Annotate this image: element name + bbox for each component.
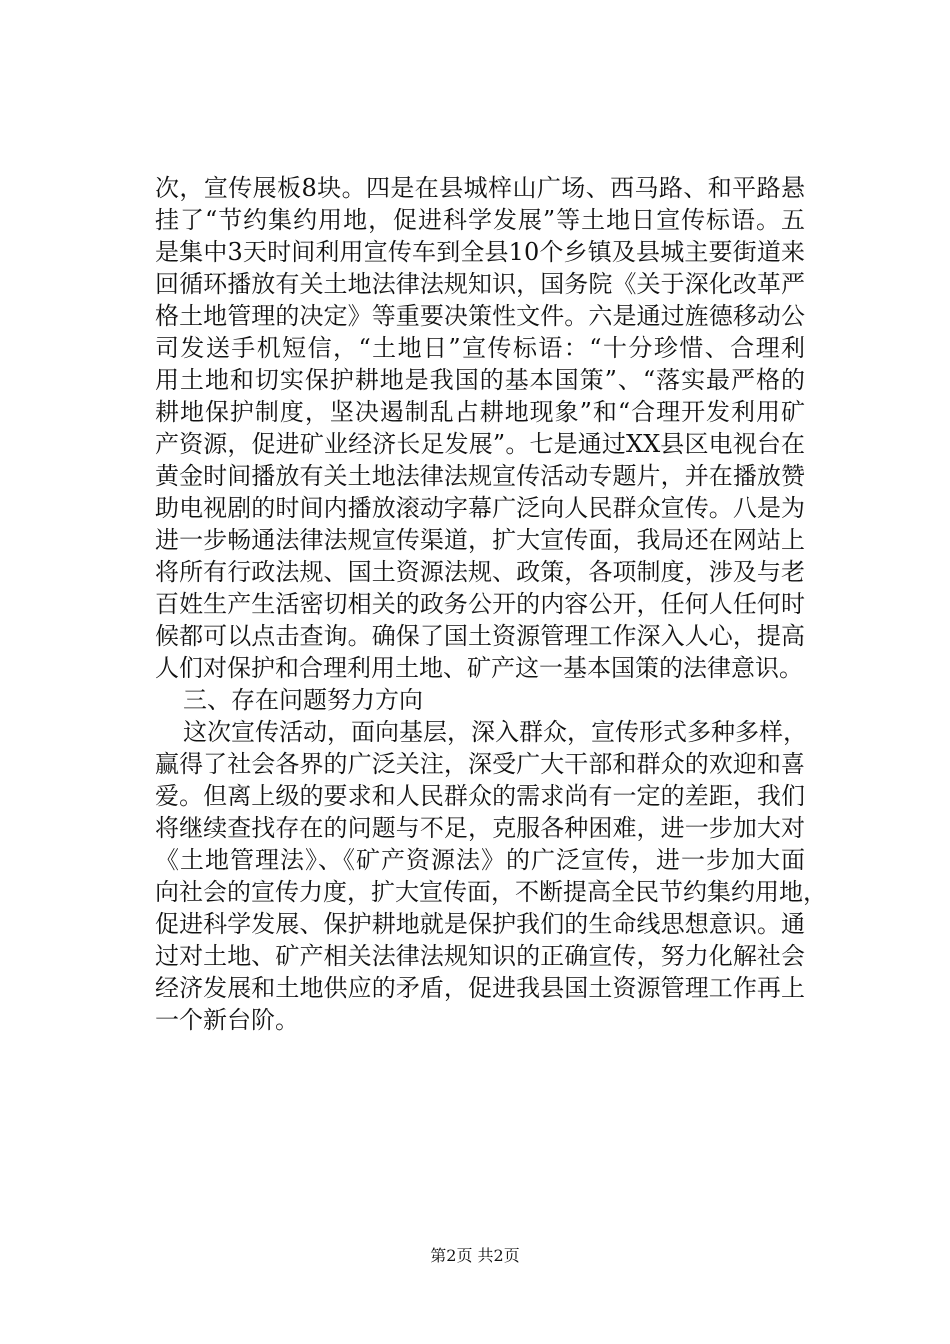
text-line: 次，宣传展板8块。四是在县城梓山广场、西马路、和平路悬 (155, 174, 805, 202)
text-line: 经济发展和土地供应的矛盾，促进我县国土资源管理工作再上 (155, 974, 805, 1002)
text-line: 司发送手机短信，“土地日”宣传标语：“十分珍惜、合理利 (155, 334, 805, 362)
text-line: 促进科学发展、保护耕地就是保护我们的生命线思想意识。通 (155, 910, 805, 938)
text-line: 赢得了社会各界的广泛关注，深受广大干部和群众的欢迎和喜 (155, 750, 805, 778)
text-line: 候都可以点击查询。确保了国土资源管理工作深入人心，提高 (155, 622, 805, 650)
text-line: 将继续查找存在的问题与不足，克服各种困难，进一步加大对 (155, 814, 805, 842)
text-line: 人们对保护和合理利用土地、矿产这一基本国策的法律意识。 (155, 654, 803, 682)
text-line: 挂了“节约集约用地，促进科学发展”等土地日宣传标语。五 (155, 206, 805, 234)
text-line: 将所有行政法规、国土资源法规、政策，各项制度，涉及与老 (155, 558, 805, 586)
text-line: 用土地和切实保护耕地是我国的基本国策”、“落实最严格的 (155, 366, 805, 394)
text-line: 耕地保护制度，坚决遏制乱占耕地现象”和“合理开发利用矿 (155, 398, 805, 426)
paragraph-2-continued (155, 748, 827, 1036)
text-line: 黄金时间播放有关土地法律法规宣传活动专题片，并在播放赞 (155, 462, 805, 490)
text-line: 《土地管理法》、《矿产资源法》的广泛宣传，进一步加大面 (155, 846, 805, 874)
text-line: 产资源，促进矿业经济长足发展”。七是通过XX县区电视台在 (155, 430, 805, 458)
text-line: 百姓生产生活密切相关的政务公开的内容公开，任何人任何时 (155, 590, 805, 618)
page-number-footer: 第2页 共2页 (430, 1246, 520, 1265)
text-line: 格土地管理的决定》等重要决策性文件。六是通过旌德移动公 (155, 302, 805, 330)
paragraph-2 (155, 716, 805, 748)
text-line: 进一步畅通法律法规宣传渠道，扩大宣传面，我局还在网站上 (155, 526, 805, 554)
section-heading: 三、存在问题努力方向 (183, 686, 423, 714)
text-line: 过对土地、矿产相关法律法规知识的正确宣传，努力化解社会 (155, 942, 805, 970)
text-line: 爱。但离上级的要求和人民群众的需求尚有一定的差距，我们 (155, 782, 805, 810)
paragraph-1 (155, 172, 805, 684)
text-line: 一个新台阶。 (155, 1006, 299, 1034)
text-line: 回循环播放有关土地法律法规知识，国务院《关于深化改革严 (155, 270, 805, 298)
document-body (155, 172, 827, 1036)
text-line: 向社会的宣传力度，扩大宣传面，不断提高全民节约集约用地， (155, 878, 827, 906)
text-line: 助电视剧的时间内播放滚动字幕广泛向人民群众宣传。八是为 (155, 494, 805, 522)
text-line: 是集中3天时间利用宣传车到全县10个乡镇及县城主要街道来 (155, 238, 805, 266)
text-line: 这次宣传活动，面向基层，深入群众，宣传形式多种多样， (183, 718, 807, 746)
